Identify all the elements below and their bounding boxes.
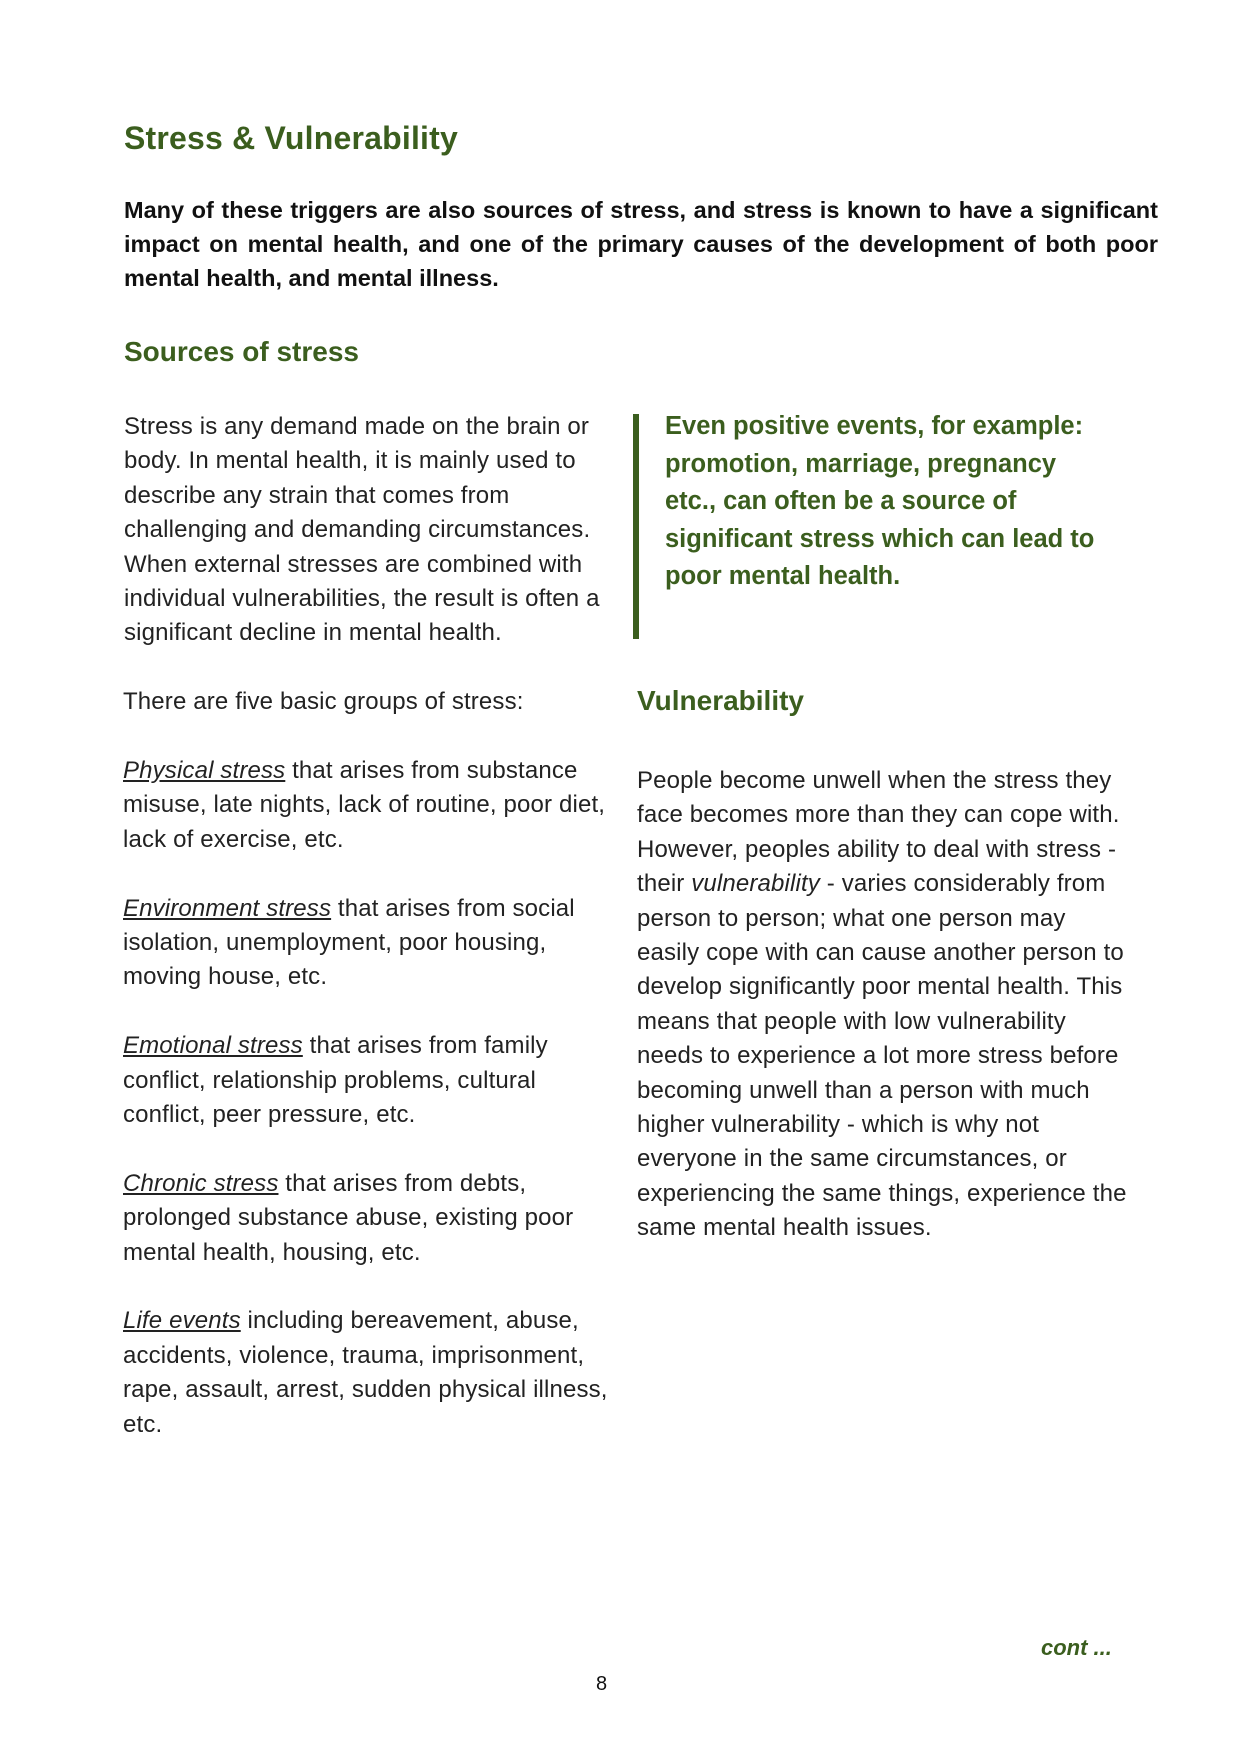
stress-group-description: including bereavement, abuse, accidents, violence, trauma, imprisonment, rape, assault, arrest, sudden physical illness, etc. (123, 1307, 608, 1438)
stress-group-term: Life events (123, 1307, 241, 1335)
sources-column (123, 410, 613, 1442)
sources-of-stress-heading: Sources of stress (124, 336, 359, 367)
intro-paragraph: Many of these triggers are also sources of stress, and stress is known to have a significant impact on mental health, and one of the primary causes of the development of both poor mental health, and mental illness. (124, 197, 1158, 291)
pullquote-text: Even positive events, for example: promotion, marriage, pregnancy etc., can often be a source of significant stress which can lead to poor mental health. (665, 412, 1095, 590)
stress-group-description: that arises from substance misuse, late nights, lack of routine, poor diet, lack of exercise, etc. (123, 757, 606, 853)
vulnerability-text-start: People become unwell when the stress they face becomes more than they can cope with. However, peoples ability to deal with stress - their (637, 767, 1120, 898)
stress-group-description: that arises from debts, prolonged substance abuse, existing poor mental health, housing, etc. (123, 1169, 574, 1266)
stress-group-description: that arises from social isolation, unemployment, poor housing, moving house, etc. (123, 894, 575, 991)
stress-group-item (123, 1167, 613, 1270)
vulnerability-emphasis: vulnerability (691, 870, 820, 898)
vulnerability-paragraph (637, 764, 1127, 1246)
vulnerability-text-end: - varies considerably from person to person; what one person may easily cope with can cause another person to develop significantly poor mental health. This means that people with low vulnerability needs to experience a lot more stress before becoming unwell than a person with much higher vulnerability - which is why not everyone in the same circumstances, or experiencing the same things, experience the same mental health issues. (637, 870, 1127, 1242)
stress-group-description: that arises from family conflict, relationship problems, cultural conflict, peer pressure, etc. (123, 1032, 548, 1129)
continued-indicator: cont ... (1041, 1635, 1112, 1660)
vulnerability-heading: Vulnerability (637, 685, 805, 716)
stress-group-item (123, 1304, 613, 1442)
stress-group-term: Chronic stress (123, 1169, 279, 1197)
vulnerability-column (637, 740, 1127, 1270)
page-title: Stress & Vulnerability (124, 120, 458, 156)
stress-groups-intro: There are five basic groups of stress: (123, 688, 524, 716)
pullquote (633, 414, 1103, 639)
stress-group-item (123, 754, 613, 857)
stress-group-term: Environment stress (123, 894, 332, 922)
page-number: 8 (596, 1673, 608, 1695)
stress-definition: Stress is any demand made on the brain or body. In mental health, it is mainly used to describe any strain that comes from challenging and demanding circumstances. When external stresses are combined with individual vulnerabilities, the result is often a significant decline in mental health. (124, 413, 600, 647)
stress-group-item (123, 1029, 613, 1132)
stress-group-item (123, 892, 613, 995)
stress-group-term: Emotional stress (123, 1032, 303, 1060)
stress-group-term: Physical stress (123, 757, 286, 785)
